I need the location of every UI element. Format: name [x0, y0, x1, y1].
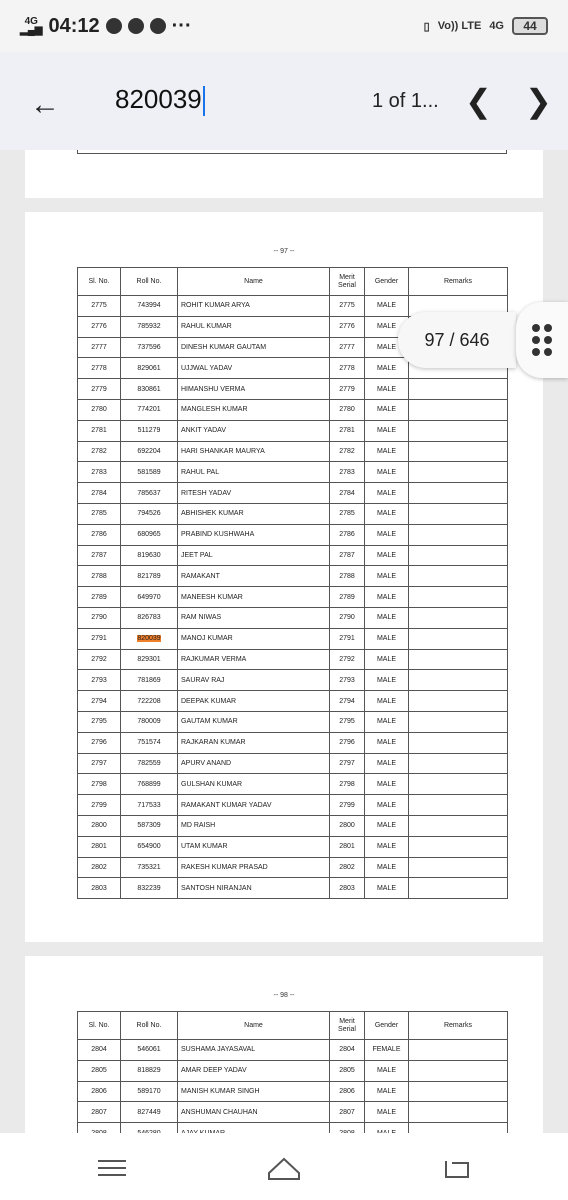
more-notifications-icon: ···: [171, 14, 192, 37]
table-cell: 2790: [78, 607, 121, 628]
table-cell: JEET PAL: [178, 545, 330, 566]
table-row: [78, 628, 508, 649]
table-row: [78, 732, 508, 753]
table-cell: 829061: [121, 358, 178, 379]
table-row: [78, 836, 508, 857]
column-header: Remarks: [409, 268, 508, 296]
table-cell: 2793: [330, 670, 365, 691]
table-cell: [409, 1040, 508, 1061]
table-cell: [409, 1060, 508, 1081]
table-cell: 2775: [78, 296, 121, 317]
table-cell: [409, 649, 508, 670]
table-cell: 2793: [78, 670, 121, 691]
vibrate-icon: ▯: [423, 20, 430, 33]
table-row: [78, 420, 508, 441]
table-cell: MALE: [365, 732, 409, 753]
table-cell: 2795: [330, 711, 365, 732]
table-row: [78, 503, 508, 524]
table-cell: ANKIT YADAV: [178, 420, 330, 441]
table-row: [78, 524, 508, 545]
page-number: -- 98 --: [273, 992, 295, 999]
table-cell: MANISH KUMAR SINGH: [178, 1081, 330, 1102]
table-cell: MALE: [365, 878, 409, 899]
table-cell: GULSHAN KUMAR: [178, 774, 330, 795]
signal-icon: 4G ▂▄▆: [20, 16, 43, 36]
table-cell: 2804: [78, 1040, 121, 1061]
table-row: [78, 1060, 508, 1081]
table-cell: [409, 1102, 508, 1123]
table-cell: 2782: [330, 441, 365, 462]
table-cell: ABHISHEK KUMAR: [178, 503, 330, 524]
table-cell: MALE: [365, 545, 409, 566]
table-cell: [409, 774, 508, 795]
table-cell: 826783: [121, 607, 178, 628]
table-cell: MALE: [365, 358, 409, 379]
table-cell: MALE: [365, 774, 409, 795]
table-cell: 2778: [78, 358, 121, 379]
table-cell: 2780: [330, 399, 365, 420]
table-cell: [409, 670, 508, 691]
table-cell: RAKESH KUMAR PRASAD: [178, 857, 330, 878]
table-cell: MALE: [365, 795, 409, 816]
table-cell: 781869: [121, 670, 178, 691]
table-cell: MALE: [365, 857, 409, 878]
table-cell: MANGLESH KUMAR: [178, 399, 330, 420]
table-cell: 2783: [330, 462, 365, 483]
table-row: [78, 795, 508, 816]
table-cell: MALE: [365, 587, 409, 608]
table-cell: 2789: [330, 587, 365, 608]
table-cell: MALE: [365, 462, 409, 483]
table-cell: DEEPAK KUMAR: [178, 691, 330, 712]
table-cell: 2798: [78, 774, 121, 795]
table-cell: 2805: [330, 1060, 365, 1081]
table-cell: 785932: [121, 316, 178, 337]
table-cell: SANTOSH NIRANJAN: [178, 878, 330, 899]
table-cell: 2801: [78, 836, 121, 857]
net2-label: 4G: [489, 20, 504, 32]
table-cell: [409, 753, 508, 774]
table-cell: 511279: [121, 420, 178, 441]
table-cell: 2786: [78, 524, 121, 545]
table-cell: 751574: [121, 732, 178, 753]
table-cell: 2807: [78, 1102, 121, 1123]
table-cell: 2795: [78, 711, 121, 732]
table-cell: MALE: [365, 316, 409, 337]
table-row: [78, 483, 508, 504]
table-cell: 2806: [330, 1081, 365, 1102]
table-cell: 2796: [330, 732, 365, 753]
table-row: [78, 399, 508, 420]
table-cell: MALE: [365, 649, 409, 670]
column-header: Sl. No.: [78, 1012, 121, 1040]
table-cell: MALE: [365, 524, 409, 545]
table-cell: 780009: [121, 711, 178, 732]
table-cell: 2784: [78, 483, 121, 504]
table-row: [78, 670, 508, 691]
table-cell: 827449: [121, 1102, 178, 1123]
chrome-icon: [128, 18, 144, 34]
table-cell: [409, 795, 508, 816]
table-row: [78, 815, 508, 836]
table-cell: 2792: [78, 649, 121, 670]
table-cell: MALE: [365, 711, 409, 732]
table-row: [78, 691, 508, 712]
table-cell: 2776: [330, 316, 365, 337]
fast-scroll-handle[interactable]: [516, 302, 568, 378]
page-98: [25, 956, 543, 1146]
table-cell: 587309: [121, 815, 178, 836]
table-cell: 2784: [330, 483, 365, 504]
table-cell: RAMAKANT: [178, 566, 330, 587]
table-cell: 819630: [121, 545, 178, 566]
table-cell: [121, 628, 178, 649]
table-cell: 2780: [78, 399, 121, 420]
back-nav-icon[interactable]: [436, 1153, 476, 1183]
table-cell: 2787: [78, 545, 121, 566]
table-cell: MALE: [365, 628, 409, 649]
table-cell: MALE: [365, 691, 409, 712]
table-cell: UTAM KUMAR: [178, 836, 330, 857]
table-cell: 2791: [330, 628, 365, 649]
table-cell: 2776: [78, 316, 121, 337]
table-cell: RAJKUMAR VERMA: [178, 649, 330, 670]
pdf-viewer[interactable]: [0, 150, 568, 1133]
table-cell: 2789: [78, 587, 121, 608]
table-cell: MALE: [365, 483, 409, 504]
table-cell: 2777: [330, 337, 365, 358]
table-cell: 2798: [330, 774, 365, 795]
page-number: -- 97 --: [273, 248, 295, 255]
table-cell: 821789: [121, 566, 178, 587]
table-cell: 2804: [330, 1040, 365, 1061]
table-cell: 2797: [78, 753, 121, 774]
table-cell: 2796: [78, 732, 121, 753]
column-header: Remarks: [409, 1012, 508, 1040]
column-header: Roll No.: [121, 268, 178, 296]
table-cell: MD RAISH: [178, 815, 330, 836]
table-cell: 2775: [330, 296, 365, 317]
table-cell: [409, 711, 508, 732]
page-96-bottom: [25, 150, 543, 198]
table-cell: PRABIND KUSHWAHA: [178, 524, 330, 545]
app-notification-icon: [150, 18, 166, 34]
table-cell: 680965: [121, 524, 178, 545]
table-cell: RAJKARAN KUMAR: [178, 732, 330, 753]
table-cell: ROHIT KUMAR ARYA: [178, 296, 330, 317]
table-cell: MALE: [365, 815, 409, 836]
table-cell: 743994: [121, 296, 178, 317]
column-header: Name: [178, 268, 330, 296]
table-cell: 2794: [330, 691, 365, 712]
column-header: Gender: [365, 268, 409, 296]
table-cell: [409, 836, 508, 857]
table-cell: 2788: [330, 566, 365, 587]
table-row: [78, 649, 508, 670]
table-cell: 2797: [330, 753, 365, 774]
table-cell: APURV ANAND: [178, 753, 330, 774]
next-match-icon[interactable]: ❯: [525, 83, 552, 119]
table-cell: 2802: [330, 857, 365, 878]
table-cell: 2802: [78, 857, 121, 878]
table-row: [78, 607, 508, 628]
table-cell: HARI SHANKAR MAURYA: [178, 441, 330, 462]
match-count: 1 of 1...: [372, 90, 439, 112]
column-header: Merit Serial: [330, 268, 365, 296]
table-cell: [409, 732, 508, 753]
table-cell: 649970: [121, 587, 178, 608]
table-cell: 2794: [78, 691, 121, 712]
table-cell: [409, 545, 508, 566]
table-cell: 2799: [330, 795, 365, 816]
table-cell: 830861: [121, 379, 178, 400]
table-row: [78, 1040, 508, 1061]
table-cell: [409, 857, 508, 878]
table-cell: RAHUL PAL: [178, 462, 330, 483]
table-cell: 2805: [78, 1060, 121, 1081]
table-cell: 2803: [78, 878, 121, 899]
table-cell: MALE: [365, 420, 409, 441]
table-cell: 2792: [330, 649, 365, 670]
table-cell: 2782: [78, 441, 121, 462]
table-cell: HIMANSHU VERMA: [178, 379, 330, 400]
find-in-page-bar: [0, 52, 568, 150]
table-cell: 2791: [78, 628, 121, 649]
table-cell: 2787: [330, 545, 365, 566]
table-cell: [409, 503, 508, 524]
table-row: [78, 857, 508, 878]
table-cell: RAM NIWAS: [178, 607, 330, 628]
table-cell: 2777: [78, 337, 121, 358]
table-cell: 2800: [78, 815, 121, 836]
table-cell: RITESH YADAV: [178, 483, 330, 504]
table-cell: MALE: [365, 753, 409, 774]
status-bar: [0, 0, 568, 52]
table-cell: MALE: [365, 337, 409, 358]
table-cell: [409, 399, 508, 420]
table-row: [78, 566, 508, 587]
table-cell: [409, 420, 508, 441]
table-cell: [409, 462, 508, 483]
table-cell: UJJWAL YADAV: [178, 358, 330, 379]
table-row: [78, 441, 508, 462]
table-cell: 2803: [330, 878, 365, 899]
column-header: Sl. No.: [78, 268, 121, 296]
table-cell: [409, 628, 508, 649]
table-row: [78, 545, 508, 566]
table-cell: MALE: [365, 441, 409, 462]
table-cell: 2778: [330, 358, 365, 379]
table-cell: [409, 379, 508, 400]
table-cell: 2785: [330, 503, 365, 524]
table-cell: 2779: [78, 379, 121, 400]
table-row: [78, 878, 508, 899]
table-cell: 2781: [78, 420, 121, 441]
table-cell: MALE: [365, 566, 409, 587]
table-cell: 818829: [121, 1060, 178, 1081]
table-end: [77, 150, 507, 154]
table-cell: [409, 691, 508, 712]
table-cell: 2799: [78, 795, 121, 816]
table-cell: 2788: [78, 566, 121, 587]
table-cell: 2807: [330, 1102, 365, 1123]
table-cell: AMAR DEEP YADAV: [178, 1060, 330, 1081]
table-cell: 785637: [121, 483, 178, 504]
previous-match-icon[interactable]: ❮: [465, 83, 492, 119]
home-icon[interactable]: [264, 1153, 304, 1183]
table-cell: [409, 878, 508, 899]
table-cell: 722208: [121, 691, 178, 712]
table-cell: MALE: [365, 379, 409, 400]
table-cell: 737596: [121, 337, 178, 358]
table-cell: 581589: [121, 462, 178, 483]
table-cell: MALE: [365, 836, 409, 857]
table-cell: 2806: [78, 1081, 121, 1102]
find-input[interactable]: 820039: [115, 84, 205, 116]
table-cell: MALE: [365, 399, 409, 420]
table-cell: 782559: [121, 753, 178, 774]
table-cell: ANSHUMAN CHAUHAN: [178, 1102, 330, 1123]
table-cell: [409, 483, 508, 504]
status-time: 04:12: [48, 14, 100, 37]
column-header: Roll No.: [121, 1012, 178, 1040]
result-table: [77, 1011, 508, 1144]
table-row: [78, 753, 508, 774]
battery-icon: 44: [512, 17, 548, 35]
table-cell: MALE: [365, 670, 409, 691]
column-header: Gender: [365, 1012, 409, 1040]
table-cell: 2801: [330, 836, 365, 857]
table-row: [78, 1102, 508, 1123]
table-cell: 2779: [330, 379, 365, 400]
system-nav-bar: [0, 1133, 568, 1200]
table-row: [78, 711, 508, 732]
column-header: Name: [178, 1012, 330, 1040]
search-match-highlight: 820039: [137, 635, 161, 643]
recent-apps-icon[interactable]: [92, 1153, 132, 1183]
table-cell: [409, 607, 508, 628]
table-cell: [409, 587, 508, 608]
table-cell: [409, 815, 508, 836]
table-cell: 2800: [330, 815, 365, 836]
table-cell: 546061: [121, 1040, 178, 1061]
back-arrow-icon[interactable]: ←: [30, 88, 60, 121]
table-cell: RAMAKANT KUMAR YADAV: [178, 795, 330, 816]
table-cell: SAURAV RAJ: [178, 670, 330, 691]
table-cell: FEMALE: [365, 1040, 409, 1061]
table-cell: 589170: [121, 1081, 178, 1102]
table-cell: 832239: [121, 878, 178, 899]
table-cell: 2781: [330, 420, 365, 441]
table-row: [78, 462, 508, 483]
text-caret: [203, 86, 205, 116]
table-cell: MANEESH KUMAR: [178, 587, 330, 608]
table-cell: [409, 524, 508, 545]
table-cell: DINESH KUMAR GAUTAM: [178, 337, 330, 358]
telegram-icon: [106, 18, 122, 34]
table-cell: MALE: [365, 296, 409, 317]
table-cell: 768899: [121, 774, 178, 795]
table-cell: 2783: [78, 462, 121, 483]
table-cell: 692204: [121, 441, 178, 462]
table-cell: 774201: [121, 399, 178, 420]
table-cell: MALE: [365, 503, 409, 524]
table-cell: 735321: [121, 857, 178, 878]
table-cell: 2785: [78, 503, 121, 524]
table-cell: MALE: [365, 607, 409, 628]
table-cell: 654900: [121, 836, 178, 857]
table-cell: SUSHAMA JAYASAVAL: [178, 1040, 330, 1061]
table-cell: [409, 1081, 508, 1102]
table-row: [78, 774, 508, 795]
table-row: [78, 379, 508, 400]
table-cell: [409, 566, 508, 587]
volte-label: Vo)) LTE: [437, 20, 482, 32]
table-cell: GAUTAM KUMAR: [178, 711, 330, 732]
table-cell: 717533: [121, 795, 178, 816]
page-indicator[interactable]: 97 / 646: [398, 312, 516, 368]
table-row: [78, 587, 508, 608]
table-cell: 2786: [330, 524, 365, 545]
table-cell: MALE: [365, 1102, 409, 1123]
table-cell: [409, 441, 508, 462]
table-cell: 2790: [330, 607, 365, 628]
table-row: [78, 1081, 508, 1102]
table-cell: 829301: [121, 649, 178, 670]
table-cell: MALE: [365, 1081, 409, 1102]
table-cell: RAHUL KUMAR: [178, 316, 330, 337]
table-cell: 794526: [121, 503, 178, 524]
table-cell: MANOJ KUMAR: [178, 628, 330, 649]
column-header: Merit Serial: [330, 1012, 365, 1040]
table-cell: MALE: [365, 1060, 409, 1081]
